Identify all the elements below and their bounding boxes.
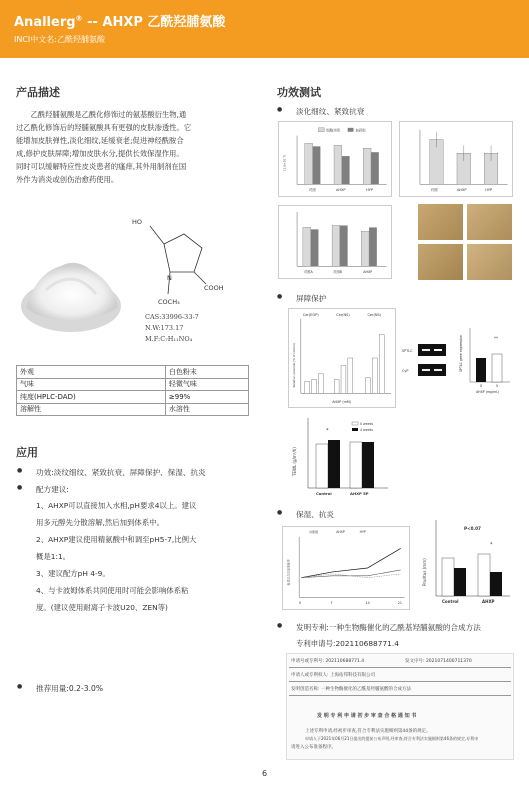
cert-text: 申请人或专利权人: 上海佑邦科技有限公司 (291, 673, 375, 678)
wrinkle-section-bullet: ● 淡化细纹、紧致抗衰 (296, 106, 364, 117)
description-heading: 产品描述 (16, 86, 60, 99)
cert-text: 请进入公布准备程序。 (291, 745, 336, 750)
properties-table (16, 365, 249, 416)
table-cell: 气味 (17, 378, 166, 391)
pruritus-bar-chart (420, 516, 514, 610)
tick-label: 14 (365, 601, 370, 606)
tick-label: 对照B (333, 270, 342, 275)
bar (476, 358, 486, 382)
bar (305, 382, 310, 394)
table-cell: 外观 (17, 366, 166, 379)
tick-label: HYP (485, 188, 493, 193)
tick-label: AHXP (363, 270, 373, 275)
skin-photo (418, 244, 463, 280)
skin-photo-grid (418, 204, 512, 280)
tewl-bar-chart (288, 414, 396, 502)
tick-label: Control (316, 491, 332, 496)
tick-label: AHXP (482, 599, 495, 604)
series-line (301, 570, 401, 578)
n-label: N (167, 274, 172, 282)
patent-bullet: ● 发明专利:一种生物酶催化的乙酰基羟脯氨酸的合成方法 (296, 622, 481, 633)
significance-label: * (490, 542, 493, 548)
bar (442, 558, 454, 596)
y-axis-label: Relative ceramide (% of control) (291, 343, 296, 388)
tick-label: 0 (299, 601, 302, 606)
bar (492, 354, 502, 382)
legend-label: 对照组 (308, 529, 319, 534)
ho-label: HO (132, 218, 143, 226)
cert-text: 发明创造名称: 一种生物酶催化的乙酰基羟脯氨酸的合成方法 (291, 687, 411, 692)
bar (311, 229, 319, 266)
bar (350, 442, 362, 488)
tick-label: AHXP (335, 188, 346, 193)
skin-photo (467, 204, 512, 240)
table-cell: ≥99% (165, 391, 248, 404)
product-title: Anallerg® -- AHXP 乙酰羟脯氨酸 (14, 14, 226, 30)
table-cell: 溶解性 (17, 403, 166, 416)
tick-label: HYP (366, 188, 374, 193)
efficacy-test-heading: 功效测试 (277, 86, 321, 99)
series-line (301, 574, 401, 578)
patent-number: 专利申请号:202110688771.4 (296, 639, 399, 648)
bar (454, 568, 466, 596)
tick-label: 7 (330, 601, 333, 606)
bar (305, 143, 313, 184)
header-bar (0, 0, 529, 58)
skin-photo (467, 244, 512, 280)
patent-certificate (286, 653, 514, 760)
table-cell: 水溶性 (165, 403, 248, 416)
cert-text: 上述专利申请,经初步审查,符合专利法实施细则第44条的规定。 (305, 729, 431, 734)
legend-label: 4 weeks (360, 428, 374, 432)
table-cell: 纯度(HPLC-DAD) (17, 391, 166, 404)
y-axis-label: SPTLC gene expression (459, 334, 463, 372)
page-number: 6 (261, 769, 268, 778)
tick-label: 5 (496, 384, 499, 388)
sptlc-bar-chart (456, 322, 514, 396)
moisture-line-chart (282, 526, 410, 610)
panel-label: Cer(NS) (336, 312, 350, 317)
bar (342, 156, 350, 184)
coch3-label: COCH₃ (158, 298, 180, 306)
legend-label: AHXP (336, 529, 345, 534)
significance-label: ** (494, 336, 498, 341)
cert-title: 发 明 专 利 申 请 初 步 审 查 合 格 通 知 书 (317, 713, 417, 719)
bar (362, 442, 374, 488)
legend-label: HYP (359, 529, 366, 534)
legend-label: 细胞对照 (326, 128, 340, 133)
cert-text: 发文序号: 2021071400711370 (405, 659, 472, 664)
x-axis-label: AHXP (mg/mL) (476, 390, 500, 394)
tick-label: 0 (480, 384, 483, 388)
wrinkle-bar-chart (278, 121, 392, 197)
y-axis-label: 角质层含水量变化率 (286, 559, 291, 586)
gel-label: CyP (402, 369, 409, 373)
ceramide-bar-chart (288, 308, 396, 408)
bar (379, 334, 384, 393)
bar (490, 572, 502, 596)
moisture-section-bullet: ● 保湿、抗炎 (296, 509, 334, 520)
bar (334, 380, 339, 394)
y-axis-label: TEWL (g/m²/h) (292, 447, 297, 476)
gel-image (402, 338, 448, 380)
gel-label: SPTLC (402, 349, 413, 353)
table-row (17, 366, 249, 379)
bar (348, 358, 353, 393)
compound-info: CAS:33996-33-7 N.W:173.17 M.F:C₇H₁₁NO₄ (145, 313, 199, 343)
cert-text: 申请人于2021年06月21日提出的提前公布声明,经审查,符合专利法实施细则第46条的规定,专利申 (305, 736, 479, 741)
dosage-bullet: ● 推荐用量:0.2-3.0% (36, 683, 103, 694)
bar (303, 227, 311, 266)
cert-text: 申请号或专利号: 202110688771.4 (291, 659, 365, 664)
table-cell: 轻微气味 (165, 378, 248, 391)
bar (371, 152, 379, 184)
powder-image (16, 228, 126, 348)
application-heading: 应用 (16, 446, 38, 459)
panel-label: Cer(EOP) (302, 312, 319, 317)
y-axis-label: (1.0×10⁻⁶) (282, 154, 287, 171)
panel-label: Cer(NS) (367, 312, 382, 317)
table-row (17, 378, 249, 391)
bar (361, 231, 369, 266)
description-text: 乙酰羟脯氨酸是乙酰化修饰过的氨基酸衍生物,通 过乙酰化修饰后的羟脯氨酸具有更强的皮肤渗透性。它 能增加皮肤弹性,淡化细纹,延缓衰老;促进神经酰胺合 成,修护皮肤屏障;增加皮肤水分,提供长效保湿作用。 同时可以缓解特应性皮炎患者的瘙痒,其外用制剂在国 外作为消炎或创伤治愈药使用。 (16, 110, 192, 184)
bar (334, 145, 342, 184)
tick-label: 对照 (430, 188, 438, 193)
table-row (17, 391, 249, 404)
table-cell: 白色粉末 (165, 366, 248, 379)
tick-label: AHXP (456, 188, 467, 193)
bar (366, 378, 371, 394)
x-axis-label: AHXP (mM) (332, 400, 352, 405)
bar (372, 358, 377, 393)
bar (478, 554, 490, 596)
bar (341, 366, 346, 393)
tick-label: Control (442, 599, 459, 604)
legend-label: 加药组 (355, 128, 366, 133)
efficacy-bullet: ● 功效:淡纹细纹、紧致抗衰、屏障保护、保湿、抗炎 (36, 467, 206, 478)
barrier-section-bullet: ● 屏障保护 (296, 293, 326, 304)
significance-label: * (326, 428, 329, 434)
bar (318, 374, 323, 394)
tick-label: AHXP 5P (350, 491, 369, 496)
tick-label: 21 (397, 601, 402, 606)
bar (332, 225, 340, 266)
formula-lines: 1、AHXP可以直接加入水相,pH要求4以上。建议 用多元醇先分散溶解,然后加到体系中。 2、AHXP建议使用精氨酸中和调至pH5-7,比例大 概是1:1。 3、建议配方pH 4-9。 4、与卡波姆体系共同使用时可能会影响体系粘 度。(建议使用耐离子卡波U20、ZEN等) (36, 501, 197, 612)
legend-label: 0 weeks (360, 422, 374, 426)
bar (313, 146, 321, 184)
firmness-bar-chart (399, 121, 513, 197)
p-value-label: P<0.07 (464, 526, 481, 531)
collagen-bar-chart (278, 205, 392, 279)
bar (312, 380, 317, 394)
chemical-structure (128, 214, 250, 312)
bar (369, 227, 377, 266)
skin-photo (418, 204, 463, 240)
cooh-label: COOH (204, 284, 224, 292)
y-axis-label: Pruritus (mm) (422, 558, 427, 586)
table-row (17, 403, 249, 416)
bar (328, 440, 340, 488)
tick-label: 对照 (308, 188, 316, 193)
formula-bullet: ● 配方建议: (36, 484, 69, 495)
bar (363, 148, 371, 184)
series-line (301, 548, 401, 577)
bar (316, 444, 328, 488)
inci-name: INCI中文名:乙酰羟脯氨酸 (14, 35, 105, 44)
tick-label: 对照A (303, 270, 313, 275)
bar (340, 225, 348, 266)
